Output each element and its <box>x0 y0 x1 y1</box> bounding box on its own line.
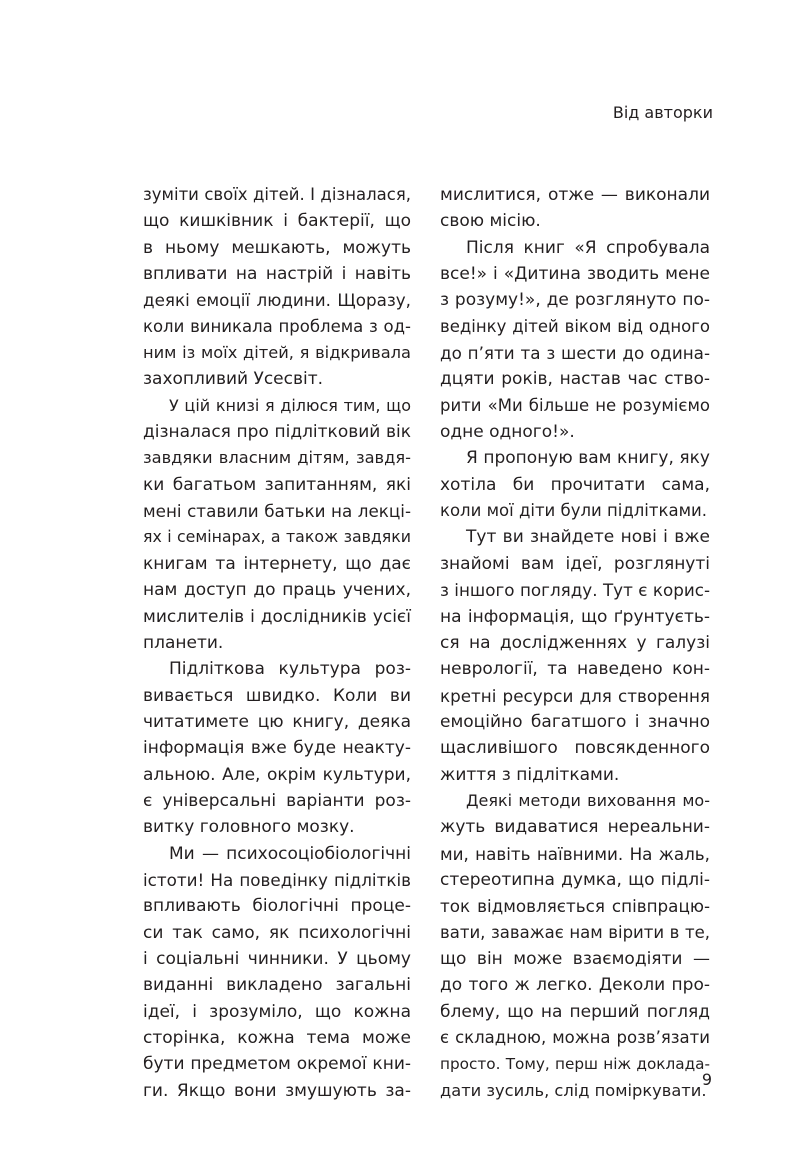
text-line: альною. Але, окрім культури, <box>143 764 411 785</box>
text-line: ідеї, і зрозуміло, що кожна <box>143 1001 411 1022</box>
text-line: ток відмовляється співпрацю- <box>440 896 710 917</box>
text-line: впливати на настрій і навіть <box>143 264 411 285</box>
text-line: зуміти своїх дітей. І дізналася, <box>143 185 411 204</box>
text-line: до того ж легко. Деколи про- <box>440 975 710 996</box>
text-line: в ньому мешкають, можуть <box>143 237 411 258</box>
text-line: витку головного мозку. <box>143 817 355 838</box>
text-line: вати, заважає нам вірити в те, <box>440 922 710 942</box>
text-line: бути предметом окремої кни- <box>143 1054 411 1075</box>
text-line: блему, що на перший погляд <box>440 1001 710 1022</box>
text-line: Я пропоную вам книгу, яку <box>466 448 710 469</box>
text-line: Після книг «Я спробувала <box>466 237 710 258</box>
text-line: У цій книзі я ділюся тим, що <box>169 395 411 415</box>
text-line: жуть видаватися нереальни- <box>440 817 710 838</box>
text-line: Ми — психосоціобіологічні <box>169 843 411 864</box>
text-line: ведінку дітей віком від одного <box>440 316 710 336</box>
text-line: з іншого погляду. Тут є корис- <box>440 580 710 601</box>
text-line: свою місію. <box>440 211 541 232</box>
text-line: що він може взаємодіяти — <box>440 948 710 969</box>
text-line: хотіла би прочитати сама, <box>440 474 710 495</box>
text-line: ги. Якщо вони змушують за- <box>143 1080 411 1101</box>
text-line: просто. Тому, перш ніж доклада- <box>440 1055 710 1074</box>
text-line: життя з підлітками. <box>440 764 620 785</box>
text-line: планети. <box>143 632 224 653</box>
left-text-column <box>143 182 411 1104</box>
text-line: дізналася про підлітковий вік <box>143 422 411 443</box>
text-line: ся на дослідженнях у галузі <box>440 632 710 653</box>
text-line: все!» і «Дитина зводить мене <box>440 264 710 285</box>
text-line: коли мої діти були підлітками. <box>440 501 707 521</box>
text-line: на інформація, що ґрунтуєть- <box>440 606 710 627</box>
text-line: виданні викладено загальні <box>143 975 411 996</box>
text-line: що кишківник і бактерії, що <box>143 211 411 232</box>
text-line: Деякі методи виховання мо- <box>466 790 710 810</box>
text-line: одне одного!». <box>440 422 575 443</box>
text-line: си так само, як психологічні <box>143 922 411 943</box>
text-line: мені ставили батьки на лекці- <box>143 501 411 522</box>
text-line: коли виникала проблема з од- <box>143 316 411 336</box>
text-line: кретні ресурси для створення <box>440 685 710 706</box>
right-text-column <box>440 182 710 1104</box>
text-line: інформація вже буде неакту- <box>143 738 411 759</box>
text-line: захопливий Усесвіт. <box>143 369 324 390</box>
text-line: Підліткова культура роз- <box>169 659 411 680</box>
page-number: 9 <box>701 1070 712 1089</box>
text-line: деякі емоції людини. Щоразу, <box>143 290 411 311</box>
text-line: ним із моїх дітей, я відкривала <box>143 343 411 363</box>
text-line: стереотипна думка, що підлі- <box>440 869 710 890</box>
text-line: неврології, та наведено кон- <box>440 659 710 680</box>
text-line: емоційно багатшого і значно <box>440 711 710 732</box>
text-line: ми, навіть наївними. На жаль, <box>440 843 710 864</box>
text-line: мислителів і дослідників усієї <box>143 606 411 627</box>
running-header: Від авторки <box>612 103 713 122</box>
text-line: сторінка, кожна тема може <box>143 1028 411 1048</box>
text-line: до п’яти та з шести до одина- <box>440 343 710 364</box>
text-line: нам доступ до праць учених, <box>143 580 411 601</box>
text-line: Тут ви знайдете нові і вже <box>466 527 710 548</box>
text-line: з розуму!», де розглянуто по- <box>440 290 710 311</box>
text-line: ки багатьом запитанням, які <box>143 474 411 495</box>
text-line: знайомі вам ідеї, розглянуті <box>440 553 710 574</box>
text-line: ях і семінарах, а також завдяки <box>143 527 411 547</box>
text-line: впливають біологічні проце- <box>143 896 411 917</box>
text-line: мислитися, отже — виконали <box>440 185 710 205</box>
text-line: завдяки власним дітям, завдя- <box>143 448 411 468</box>
text-line: читатимете цю книгу, деяка <box>143 711 411 732</box>
text-line: є складною, можна розв’язати <box>440 1028 710 1047</box>
text-line: дати зусиль, слід поміркувати. <box>440 1080 707 1100</box>
text-line: і соціальні чинники. У цьому <box>143 948 411 969</box>
text-line: рити «Ми більше не розуміємо <box>440 395 710 415</box>
text-line: щасливішого повсякденного <box>440 738 710 759</box>
text-line: є універсальні варіанти роз- <box>143 790 411 811</box>
text-line: книгам та інтернету, що дає <box>143 553 411 574</box>
text-line: істоти! На поведінку підлітків <box>143 869 411 890</box>
text-line: вивається швидко. Коли ви <box>143 685 411 706</box>
text-line: дцяти років, настав час ство- <box>440 369 710 390</box>
